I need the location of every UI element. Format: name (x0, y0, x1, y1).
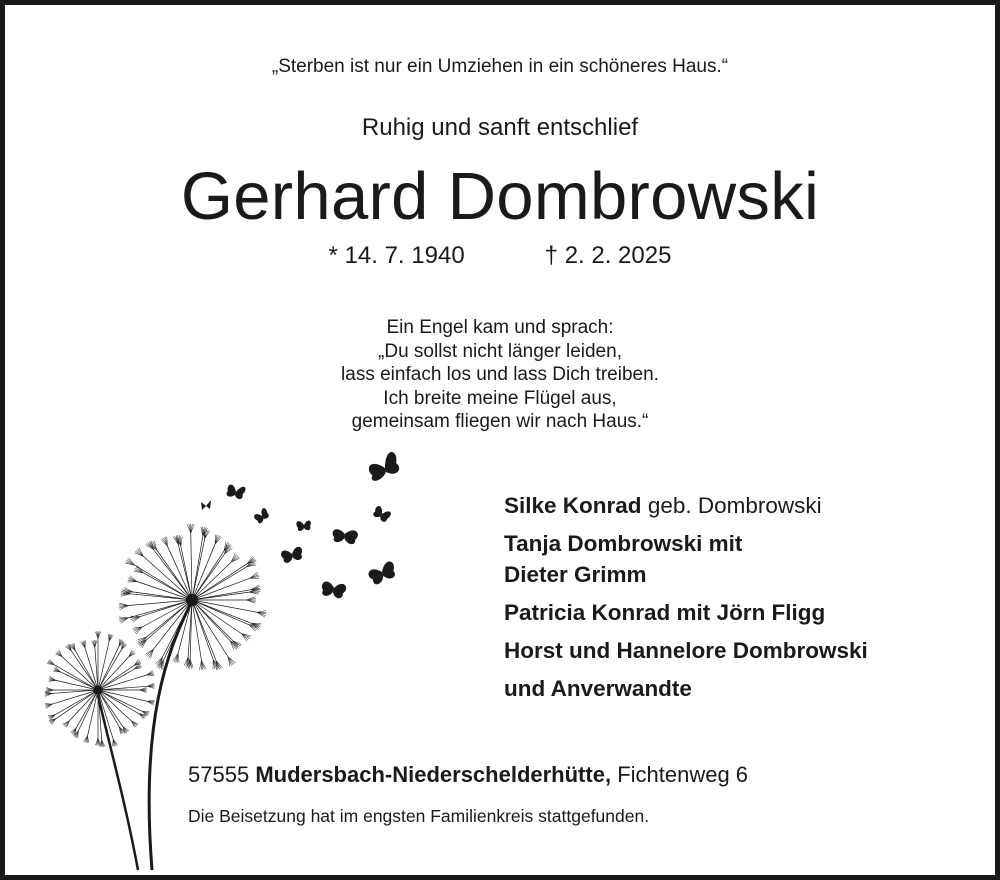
street: Fichtenweg 6 (617, 762, 749, 787)
maiden-name: geb. Dombrowski (647, 493, 822, 518)
mourners-list (504, 490, 868, 704)
mourner-tanja-line2: Dieter Grimm (504, 562, 647, 587)
deceased-name: Gerhard Dombrowski (180, 159, 820, 234)
butterfly-icon (225, 482, 246, 501)
butterfly-icon (367, 560, 398, 586)
butterfly-icon (320, 579, 347, 601)
burial-note: Die Beisetzung hat im engsten Familienkreis stattgefunden. (188, 806, 650, 826)
mourner-silke (504, 490, 868, 521)
mourner-horst: Horst und Hannelore Dombrowski (504, 638, 868, 663)
poem-line: Ich breite meine Flügel aus, (383, 387, 617, 409)
birth-date: * 14. 7. 1940 (328, 242, 465, 269)
butterfly-icon (366, 451, 401, 482)
butterfly-icon (252, 507, 270, 524)
dandelion-icon (45, 631, 155, 747)
intro-line: Ruhig und sanft entschlief (361, 114, 639, 141)
mourner-patricia: Patricia Konrad mit Jörn Fligg (504, 600, 826, 625)
town: Mudersbach-Niederschelderhütte, (255, 762, 612, 787)
zip-code: 57555 (188, 762, 250, 787)
epigraph-quote: „Sterben ist nur ein Umziehen in ein schöneres Haus.“ (271, 56, 729, 77)
dandelion-stem (149, 605, 190, 870)
butterfly-icon (201, 500, 211, 510)
life-dates (0, 242, 1000, 270)
mourner-relatives: und Anverwandte (504, 676, 692, 701)
poem-line: gemeinsam fliegen wir nach Haus.“ (351, 411, 649, 432)
mourner-tanja-line1: Tanja Dombrowski mit (504, 531, 743, 556)
mourner-name: Silke Konrad (504, 493, 642, 518)
butterfly-icon (371, 504, 392, 524)
butterfly-icon (280, 546, 303, 563)
poem-line: Ein Engel kam und sprach: (386, 317, 614, 338)
butterfly-icon (296, 520, 311, 531)
death-date: † 2. 2. 2025 (544, 242, 672, 269)
address-line (188, 762, 748, 788)
poem-line: „Du sollst nicht länger leiden, (378, 340, 622, 362)
poem-line: lass einfach los und lass Dich treiben. (341, 364, 659, 385)
butterfly-icon (331, 527, 358, 546)
dandelion-icon (119, 524, 266, 670)
poem (0, 316, 1000, 434)
